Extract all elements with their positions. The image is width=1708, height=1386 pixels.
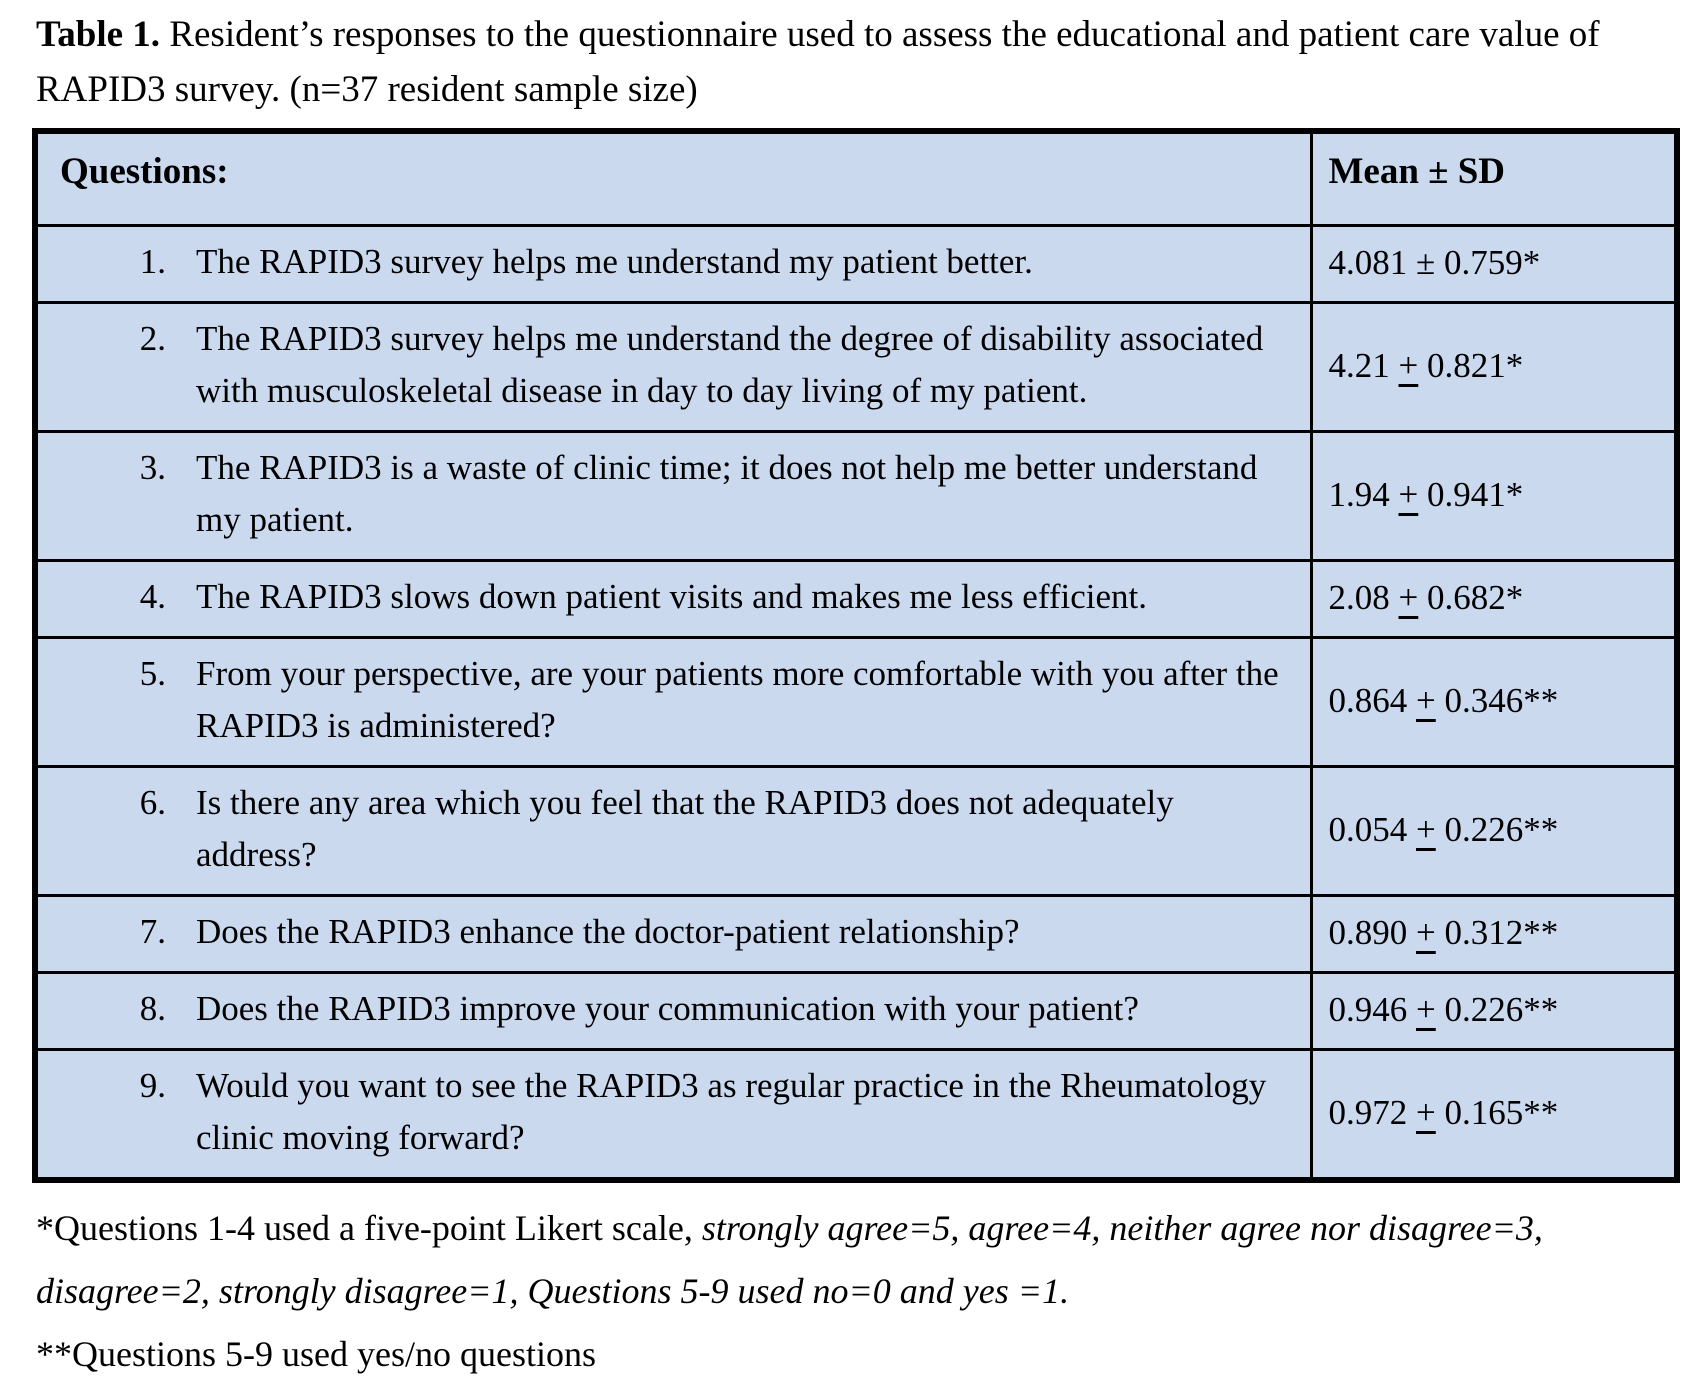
mean-value: 4.21: [1328, 345, 1399, 385]
question-cell: [35, 225, 1311, 302]
table-row: [35, 225, 1677, 302]
sd-value: 0.226**: [1435, 809, 1559, 849]
sd-value: 0.821*: [1418, 345, 1524, 385]
plus-minus-sign: +: [1398, 577, 1419, 617]
question-number: 1.: [139, 241, 166, 281]
plus-minus-sign: ±: [1416, 242, 1436, 282]
footnote-yes-no: **Questions 5-9 used yes/no questions: [36, 1333, 596, 1374]
question-cell: [35, 302, 1311, 431]
table-footnotes: [36, 1197, 1680, 1386]
question-number: 7.: [139, 911, 166, 951]
mean-sd-cell: [1311, 972, 1677, 1049]
mean-value: 0.864: [1328, 680, 1416, 720]
table-caption-label: Table 1.: [36, 14, 161, 55]
question-text: The RAPID3 survey helps me understand my patient better.: [196, 241, 1033, 281]
question-number: 3.: [139, 447, 166, 487]
mean-sd-cell: [1311, 1049, 1677, 1180]
question-cell: [35, 895, 1311, 972]
mean-sd-column-header: Mean ± SD: [1311, 131, 1677, 226]
plus-minus-sign: +: [1416, 1092, 1436, 1132]
question-wrap: [38, 442, 1298, 546]
question-wrap: [38, 648, 1298, 752]
question-number: 4.: [139, 576, 166, 616]
question-cell: [35, 637, 1311, 766]
question-number: 6.: [139, 782, 166, 822]
table-row: [35, 766, 1677, 895]
question-wrap: [38, 313, 1298, 417]
table-row: [35, 560, 1677, 637]
question-text: Does the RAPID3 improve your communication with your patient?: [196, 988, 1139, 1028]
table-body: [35, 225, 1677, 1180]
plus-minus-sign: +: [1416, 809, 1436, 849]
question-text: Does the RAPID3 enhance the doctor-patient relationship?: [196, 911, 1020, 951]
mean-value: 0.972: [1328, 1092, 1416, 1132]
table-row: [35, 302, 1677, 431]
question-wrap: [38, 906, 1298, 958]
plus-minus-sign: +: [1398, 474, 1419, 514]
plus-minus-sign: +: [1416, 680, 1436, 720]
question-text: The RAPID3 slows down patient visits and makes me less efficient.: [196, 576, 1148, 616]
question-cell: [35, 431, 1311, 560]
sd-value: 0.759*: [1435, 242, 1541, 282]
results-table: [32, 128, 1680, 1183]
footnote-likert-normal: *Questions 1-4 used a five-point Likert scale,: [36, 1207, 702, 1248]
question-number: 2.: [139, 318, 166, 358]
table-row: [35, 1049, 1677, 1180]
table-row: [35, 972, 1677, 1049]
question-wrap: [38, 571, 1298, 623]
table-caption-text: Resident’s responses to the questionnaire used to assess the educational and patient care value of RAPID3 survey. (n=37 resident sample size): [36, 14, 1600, 110]
mean-sd-cell: [1311, 560, 1677, 637]
header-row: [35, 131, 1677, 226]
mean-sd-cell: [1311, 766, 1677, 895]
table-row: [35, 637, 1677, 766]
question-number: 9.: [139, 1065, 166, 1105]
question-text: Is there any area which you feel that the RAPID3 does not adequately address?: [196, 782, 1174, 874]
mean-sd-cell: [1311, 431, 1677, 560]
mean-value: 4.081: [1328, 242, 1416, 282]
sd-value: 0.226**: [1435, 989, 1559, 1029]
sd-value: 0.682*: [1418, 577, 1524, 617]
mean-sd-cell: [1311, 302, 1677, 431]
question-cell: [35, 1049, 1311, 1180]
mean-value: 0.890: [1328, 912, 1416, 952]
table-row: [35, 895, 1677, 972]
mean-value: 2.08: [1328, 577, 1399, 617]
question-wrap: [38, 777, 1298, 881]
mean-value: 0.054: [1328, 809, 1416, 849]
footnote-likert-italic: strongly agree=5, agree=4, neither agree nor disagree=3, disagree=2, strongly disagree=1, Questions 5-9 used no=0 and yes =1.: [36, 1207, 1543, 1311]
question-wrap: [38, 236, 1298, 288]
sd-value: 0.346**: [1435, 680, 1559, 720]
mean-sd-cell: [1311, 895, 1677, 972]
question-wrap: [38, 983, 1298, 1035]
question-text: From your perspective, are your patients more comfortable with you after the RAPID3 is administered?: [196, 653, 1279, 745]
table-caption: [36, 8, 1680, 118]
plus-minus-sign: +: [1416, 912, 1436, 952]
question-wrap: [38, 1060, 1298, 1164]
question-cell: [35, 972, 1311, 1049]
question-text: Would you want to see the RAPID3 as regular practice in the Rheumatology clinic moving forward?: [196, 1065, 1267, 1157]
question-text: The RAPID3 survey helps me understand the degree of disability associated with musculoskeletal disease in day to day living of my patient.: [196, 318, 1264, 410]
question-cell: [35, 766, 1311, 895]
plus-minus-sign: +: [1416, 989, 1436, 1029]
question-cell: [35, 560, 1311, 637]
mean-value: 0.946: [1328, 989, 1416, 1029]
mean-sd-cell: [1311, 637, 1677, 766]
sd-value: 0.941*: [1418, 474, 1524, 514]
question-text: The RAPID3 is a waste of clinic time; it does not help me better understand my patient.: [196, 447, 1258, 539]
mean-sd-cell: [1311, 225, 1677, 302]
mean-value: 1.94: [1328, 474, 1399, 514]
sd-value: 0.165**: [1435, 1092, 1559, 1132]
table-row: [35, 431, 1677, 560]
question-number: 8.: [139, 988, 166, 1028]
question-number: 5.: [139, 653, 166, 693]
questions-column-header: Questions:: [35, 131, 1311, 226]
sd-value: 0.312**: [1435, 912, 1559, 952]
footnote-likert: [36, 1197, 1680, 1323]
plus-minus-sign: +: [1398, 345, 1419, 385]
